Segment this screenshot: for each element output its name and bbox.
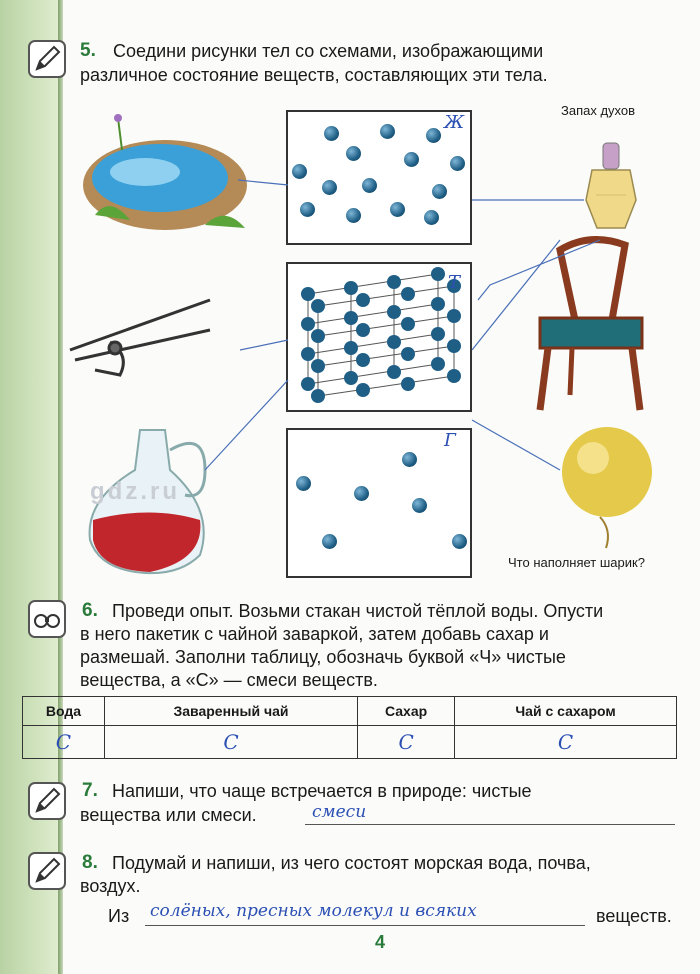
- answer-sugar: С: [398, 730, 414, 754]
- watermark: gdz.ru: [90, 478, 180, 505]
- balloon-label: Что наполняет шарик?: [508, 555, 645, 570]
- column-header: Вода: [23, 697, 105, 726]
- binoculars-icon: [28, 600, 66, 638]
- column-header: Заваренный чай: [104, 697, 357, 726]
- task6-line3: размешай. Заполни таблицу, обозначь буквой «Ч» чистые: [80, 647, 566, 667]
- answer-tea: С: [223, 730, 239, 754]
- pencil-icon: [28, 852, 66, 890]
- task8-answer-line[interactable]: [145, 925, 585, 926]
- answer-cell[interactable]: [23, 726, 105, 759]
- task8-answer: солёных, пресных молекул и всяких: [150, 901, 477, 921]
- pencil-icon: [28, 782, 66, 820]
- task7-answer-line[interactable]: [305, 824, 675, 825]
- mixtures-table: [22, 696, 677, 759]
- task8-prefix: Из: [108, 906, 130, 926]
- task5-line2: различное состояние веществ, составляющих эти тела.: [80, 65, 548, 85]
- task6-line1: Проведи опыт. Возьми стакан чистой тёплой воды. Опусти: [112, 601, 604, 621]
- scheme-mark-gas: Г: [444, 430, 456, 451]
- task8-number: 8.: [82, 852, 98, 873]
- task8-line2: воздух.: [80, 876, 141, 896]
- task7-line1: Напиши, что чаще встречается в природе: чистые: [112, 781, 532, 801]
- column-header: Чай с сахаром: [455, 697, 677, 726]
- scheme-mark-liquid: Ж: [444, 112, 465, 133]
- task5-number: 5.: [80, 40, 96, 61]
- answer-cell[interactable]: [104, 726, 357, 759]
- task7-line2: вещества или смеси.: [80, 805, 257, 825]
- task7-answer: смеси: [312, 802, 367, 822]
- page-number: 4: [375, 932, 386, 952]
- task7-number: 7.: [82, 780, 98, 801]
- task6-number: 6.: [82, 600, 98, 621]
- answer-water: С: [55, 730, 72, 754]
- answer-cell[interactable]: [455, 726, 677, 759]
- perfume-label: Запах духов: [561, 103, 636, 118]
- task6-line2: в него пакетик с чайной заваркой, затем добавь сахар и: [80, 624, 549, 644]
- scheme-mark-solid: Т: [448, 272, 461, 293]
- task8-suffix: веществ.: [596, 906, 672, 926]
- task5-line1: Соедини рисунки тел со схемами, изображающими: [113, 41, 544, 61]
- answer-sweet-tea: С: [557, 730, 574, 754]
- column-header: Сахар: [358, 697, 455, 726]
- task8-line1: Подумай и напиши, из чего состоят морская вода, почва,: [112, 853, 591, 873]
- task6-line4: вещества, а «С» — смеси веществ.: [80, 670, 378, 690]
- answer-cell[interactable]: [358, 726, 455, 759]
